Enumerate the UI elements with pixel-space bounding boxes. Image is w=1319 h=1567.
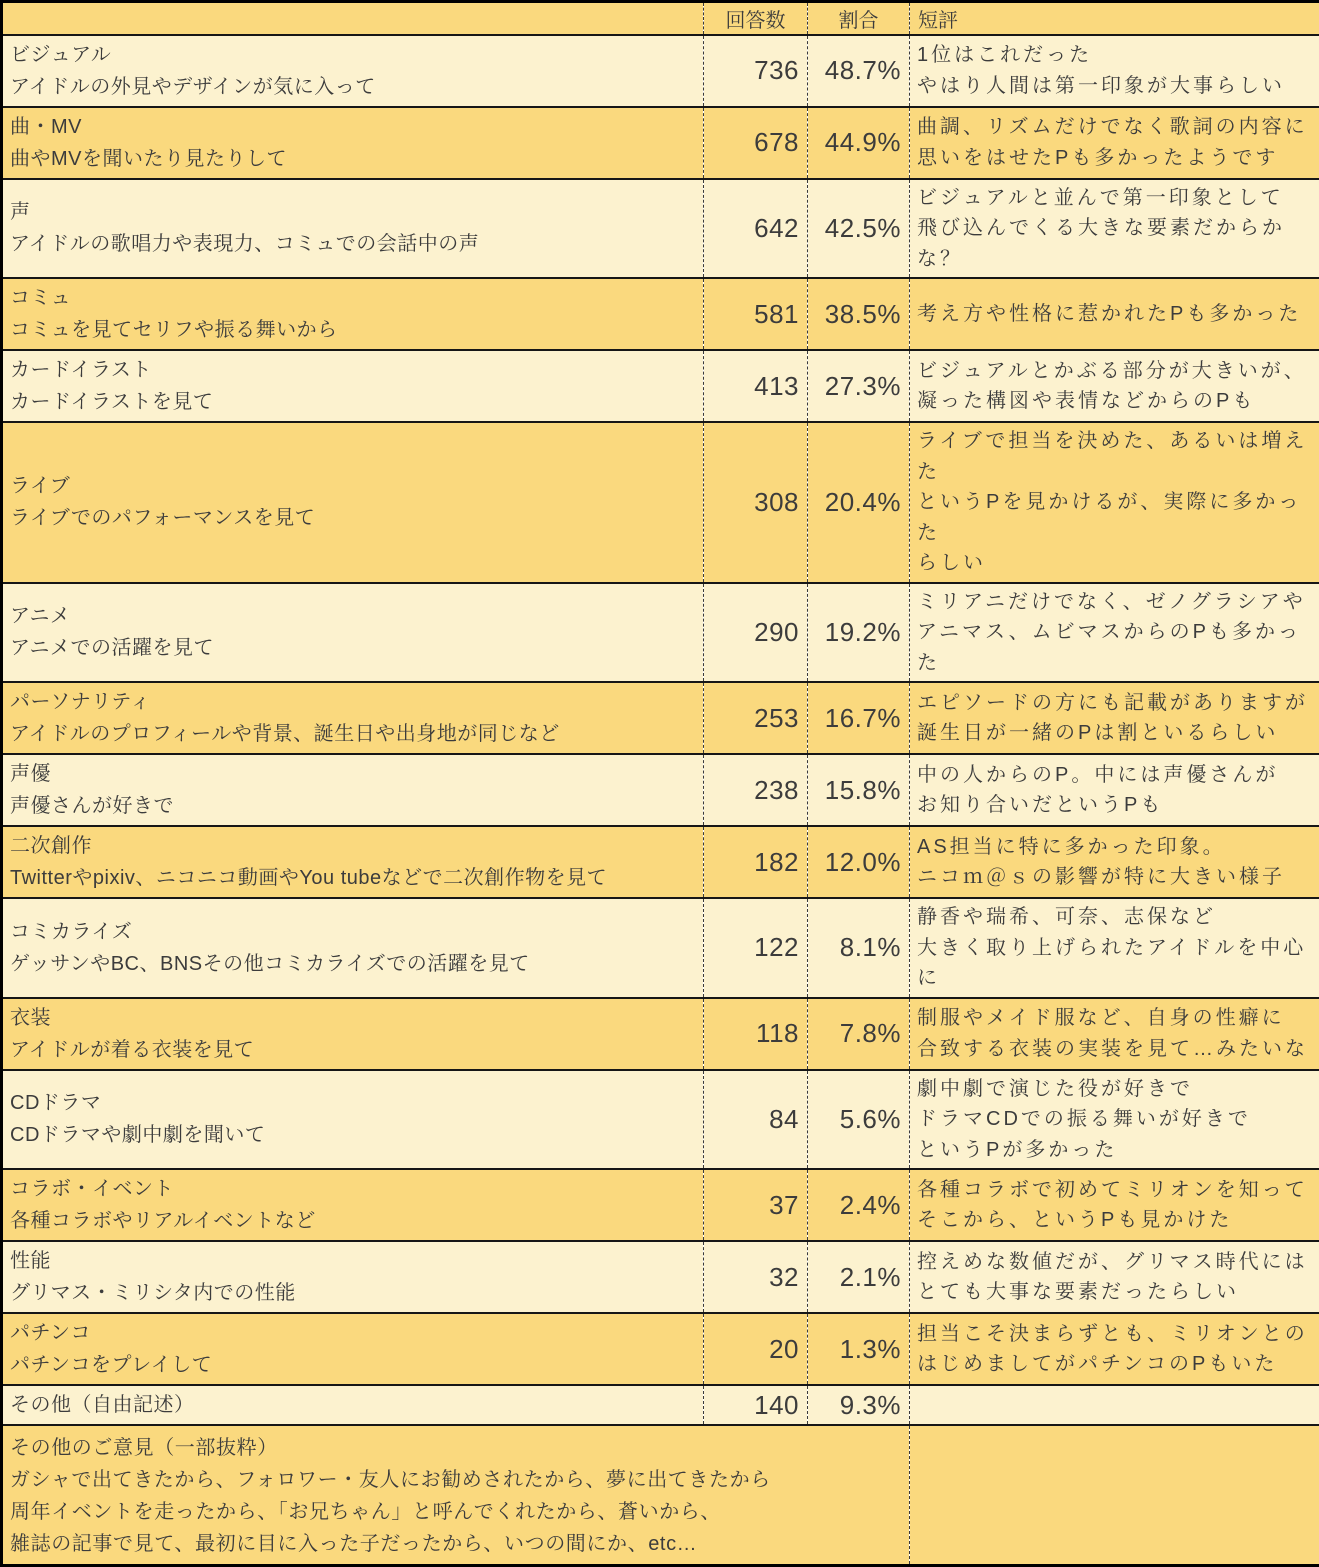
comment-line: というPが多かった bbox=[917, 1135, 1315, 1166]
comment-line: 各種コラボで初めてミリオンを知って bbox=[917, 1175, 1315, 1206]
percent-cell: 27.3% bbox=[808, 350, 910, 422]
comment-line: 合致する衣装の実装を見て…みたいな bbox=[917, 1034, 1315, 1065]
comment-line: やはり人間は第一印象が大事らしい bbox=[917, 71, 1315, 102]
category-desc: アイドルのプロフィールや背景、誕生日や出身地が同じなど bbox=[10, 719, 697, 749]
comment-line: 担当こそ決まらずとも、ミリオンとの bbox=[917, 1319, 1315, 1350]
category-title: コミュ bbox=[10, 283, 697, 313]
comment-line: とても大事な要素だったらしい bbox=[917, 1277, 1315, 1308]
count-cell: 238 bbox=[704, 754, 808, 826]
table-row bbox=[2, 998, 1319, 1070]
comment-cell bbox=[910, 1070, 1319, 1170]
category-cell bbox=[2, 107, 704, 179]
category-desc: 声優さんが好きで bbox=[10, 791, 697, 821]
percent-cell: 38.5% bbox=[808, 278, 910, 350]
comment-line: アニマス、ムビマスからのPも多かった bbox=[917, 617, 1315, 678]
comment-cell bbox=[910, 998, 1319, 1070]
count-cell: 84 bbox=[704, 1070, 808, 1170]
category-cell bbox=[2, 754, 704, 826]
percent-cell: 2.4% bbox=[808, 1169, 910, 1241]
comment-line: 思いをはせたPも多かったようです bbox=[917, 143, 1315, 174]
count-cell: 140 bbox=[704, 1385, 808, 1425]
percent-cell: 44.9% bbox=[808, 107, 910, 179]
comment-cell bbox=[910, 583, 1319, 683]
col-header-responses: 回答数 bbox=[704, 2, 808, 35]
percent-cell: 16.7% bbox=[808, 682, 910, 754]
category-cell bbox=[2, 826, 704, 898]
count-cell: 122 bbox=[704, 898, 808, 998]
corner-header-cell bbox=[2, 2, 704, 35]
percent-cell: 42.5% bbox=[808, 179, 910, 279]
category-desc: カードイラストを見て bbox=[10, 387, 697, 417]
table-row bbox=[2, 422, 1319, 583]
comment-cell bbox=[910, 278, 1319, 350]
comment-cell bbox=[910, 826, 1319, 898]
percent-cell: 19.2% bbox=[808, 583, 910, 683]
footer-title: その他のご意見（一部抜粋） bbox=[10, 1432, 903, 1464]
comment-cell bbox=[910, 350, 1319, 422]
table-row bbox=[2, 898, 1319, 998]
category-cell bbox=[2, 35, 704, 107]
comment-cell bbox=[910, 1385, 1319, 1425]
count-cell: 182 bbox=[704, 826, 808, 898]
footer-notes-cell bbox=[2, 1425, 910, 1566]
category-desc: Twitterやpixiv、ニコニコ動画やYou tubeなどで二次創作物を見て bbox=[10, 863, 697, 893]
category-cell bbox=[2, 1241, 704, 1313]
category-cell bbox=[2, 898, 704, 998]
count-cell: 413 bbox=[704, 350, 808, 422]
percent-cell: 20.4% bbox=[808, 422, 910, 583]
category-desc: 各種コラボやリアルイベントなど bbox=[10, 1206, 697, 1236]
count-cell: 118 bbox=[704, 998, 808, 1070]
comment-line: エピソードの方にも記載がありますが bbox=[917, 688, 1315, 719]
category-title: 声 bbox=[10, 197, 697, 227]
comment-line: 制服やメイド服など、自身の性癖に bbox=[917, 1003, 1315, 1034]
category-cell bbox=[2, 422, 704, 583]
comment-cell bbox=[910, 422, 1319, 583]
percent-cell: 7.8% bbox=[808, 998, 910, 1070]
category-cell bbox=[2, 998, 704, 1070]
table-row bbox=[2, 754, 1319, 826]
comment-line: というPを見かけるが、実際に多かった bbox=[917, 487, 1315, 548]
table-row bbox=[2, 1313, 1319, 1385]
comment-line: そこから、というPも見かけた bbox=[917, 1205, 1315, 1236]
category-cell bbox=[2, 350, 704, 422]
category-cell bbox=[2, 682, 704, 754]
comment-line: ドラマCDでの振る舞いが好きで bbox=[917, 1104, 1315, 1135]
comment-cell bbox=[910, 1241, 1319, 1313]
comment-cell bbox=[910, 35, 1319, 107]
category-title: 衣装 bbox=[10, 1003, 697, 1033]
category-desc: アニメでの活躍を見て bbox=[10, 633, 697, 663]
table-row bbox=[2, 1070, 1319, 1170]
percent-cell: 1.3% bbox=[808, 1313, 910, 1385]
percent-cell: 9.3% bbox=[808, 1385, 910, 1425]
category-title: ビジュアル bbox=[10, 40, 697, 70]
category-cell bbox=[2, 583, 704, 683]
percent-cell: 48.7% bbox=[808, 35, 910, 107]
table-row bbox=[2, 278, 1319, 350]
category-desc: グリマス・ミリシタ内での性能 bbox=[10, 1278, 697, 1308]
count-cell: 642 bbox=[704, 179, 808, 279]
category-title: コラボ・イベント bbox=[10, 1174, 697, 1204]
comment-cell bbox=[910, 898, 1319, 998]
category-title: CDドラマ bbox=[10, 1088, 697, 1118]
category-cell bbox=[2, 278, 704, 350]
category-desc: ライブでのパフォーマンスを見て bbox=[10, 503, 697, 533]
category-desc: アイドルの歌唱力や表現力、コミュでの会話中の声 bbox=[10, 229, 697, 259]
comment-line: ビジュアルとかぶる部分が大きいが、 bbox=[917, 356, 1315, 387]
table-row bbox=[2, 1241, 1319, 1313]
table-row bbox=[2, 35, 1319, 107]
comment-line: お知り合いだというPも bbox=[917, 790, 1315, 821]
comment-line: 控えめな数値だが、グリマス時代には bbox=[917, 1247, 1315, 1278]
comment-line: ライブで担当を決めた、あるいは増えた bbox=[917, 426, 1315, 487]
comment-line: 静香や瑞希、可奈、志保など bbox=[917, 902, 1315, 933]
category-title: 二次創作 bbox=[10, 831, 697, 861]
count-cell: 20 bbox=[704, 1313, 808, 1385]
table-row bbox=[2, 107, 1319, 179]
table-row bbox=[2, 1385, 1319, 1425]
footer-line: ガシャで出てきたから、フォロワー・友人にお勧めされたから、夢に出てきたから bbox=[10, 1464, 903, 1496]
category-desc: パチンコをプレイして bbox=[10, 1350, 697, 1380]
category-cell bbox=[2, 1169, 704, 1241]
count-cell: 308 bbox=[704, 422, 808, 583]
comment-line: 劇中劇で演じた役が好きで bbox=[917, 1074, 1315, 1105]
count-cell: 678 bbox=[704, 107, 808, 179]
category-title: コミカライズ bbox=[10, 917, 697, 947]
comment-line: らしい bbox=[917, 548, 1315, 579]
category-desc: 曲やMVを聞いたり見たりして bbox=[10, 144, 697, 174]
category-cell bbox=[2, 1313, 704, 1385]
category-desc: ゲッサンやBC、BNSその他コミカライズでの活躍を見て bbox=[10, 949, 697, 979]
category-desc: アイドルの外見やデザインが気に入って bbox=[10, 72, 697, 102]
category-cell bbox=[2, 179, 704, 279]
category-desc: アイドルが着る衣装を見て bbox=[10, 1035, 697, 1065]
percent-cell: 15.8% bbox=[808, 754, 910, 826]
table-body bbox=[2, 2, 1319, 1566]
comment-line: 凝った構図や表情などからのPも bbox=[917, 386, 1315, 417]
footer-empty-cell bbox=[910, 1425, 1319, 1566]
comment-line: ビジュアルと並んで第一印象として bbox=[917, 183, 1315, 214]
category-cell bbox=[2, 1070, 704, 1170]
table-row bbox=[2, 1169, 1319, 1241]
count-cell: 581 bbox=[704, 278, 808, 350]
category-desc: CDドラマや劇中劇を聞いて bbox=[10, 1120, 697, 1150]
category-desc: コミュを見てセリフや振る舞いから bbox=[10, 315, 697, 345]
count-cell: 290 bbox=[704, 583, 808, 683]
comment-cell bbox=[910, 754, 1319, 826]
table-row bbox=[2, 350, 1319, 422]
comment-cell bbox=[910, 179, 1319, 279]
comment-line: 1位はこれだった bbox=[917, 40, 1315, 71]
comment-line: ミリアニだけでなく、ゼノグラシアや bbox=[917, 587, 1315, 618]
footer-line: 雑誌の記事で見て、最初に目に入った子だったから、いつの間にか、etc… bbox=[10, 1528, 903, 1560]
category-title: カードイラスト bbox=[10, 355, 697, 385]
comment-line: 曲調、リズムだけでなく歌詞の内容に bbox=[917, 112, 1315, 143]
table-row bbox=[2, 179, 1319, 279]
comment-line: AS担当に特に多かった印象。 bbox=[917, 832, 1315, 863]
category-title: ライブ bbox=[10, 471, 697, 501]
comment-line: ニコｍ＠ｓの影響が特に大きい様子 bbox=[917, 862, 1315, 893]
category-title: パーソナリティ bbox=[10, 687, 697, 717]
comment-cell bbox=[910, 682, 1319, 754]
comment-line: 飛び込んでくる大きな要素だからかな？ bbox=[917, 213, 1315, 274]
percent-cell: 8.1% bbox=[808, 898, 910, 998]
header-row bbox=[2, 2, 1319, 35]
percent-cell: 12.0% bbox=[808, 826, 910, 898]
percent-cell: 2.1% bbox=[808, 1241, 910, 1313]
comment-line: 中の人からのP。中には声優さんが bbox=[917, 760, 1315, 791]
table-row bbox=[2, 583, 1319, 683]
table-row bbox=[2, 826, 1319, 898]
comment-cell bbox=[910, 1169, 1319, 1241]
percent-cell: 5.6% bbox=[808, 1070, 910, 1170]
category-cell bbox=[2, 1385, 704, 1425]
comment-line: 誕生日が一緒のPは割といるらしい bbox=[917, 718, 1315, 749]
count-cell: 736 bbox=[704, 35, 808, 107]
comment-cell bbox=[910, 1313, 1319, 1385]
table-row bbox=[2, 682, 1319, 754]
col-header-ratio: 割合 bbox=[808, 2, 910, 35]
category-title: アニメ bbox=[10, 601, 697, 631]
count-cell: 32 bbox=[704, 1241, 808, 1313]
footer-row bbox=[2, 1425, 1319, 1566]
footer-line: 周年イベントを走ったから、「お兄ちゃん」と呼んでくれたから、蒼いから、 bbox=[10, 1496, 903, 1528]
count-cell: 253 bbox=[704, 682, 808, 754]
col-header-comment: 短評 bbox=[910, 2, 1319, 35]
category-title: 性能 bbox=[10, 1246, 697, 1276]
comment-cell bbox=[910, 107, 1319, 179]
count-cell: 37 bbox=[704, 1169, 808, 1241]
comment-line: 大きく取り上げられたアイドルを中心に bbox=[917, 933, 1315, 994]
comment-line: 考え方や性格に惹かれたPも多かった bbox=[917, 299, 1315, 330]
category-title: その他（自由記述） bbox=[10, 1390, 697, 1420]
category-title: 声優 bbox=[10, 759, 697, 789]
category-title: パチンコ bbox=[10, 1318, 697, 1348]
category-title: 曲・MV bbox=[10, 112, 697, 142]
comment-line: はじめましてがパチンコのPもいた bbox=[917, 1349, 1315, 1380]
